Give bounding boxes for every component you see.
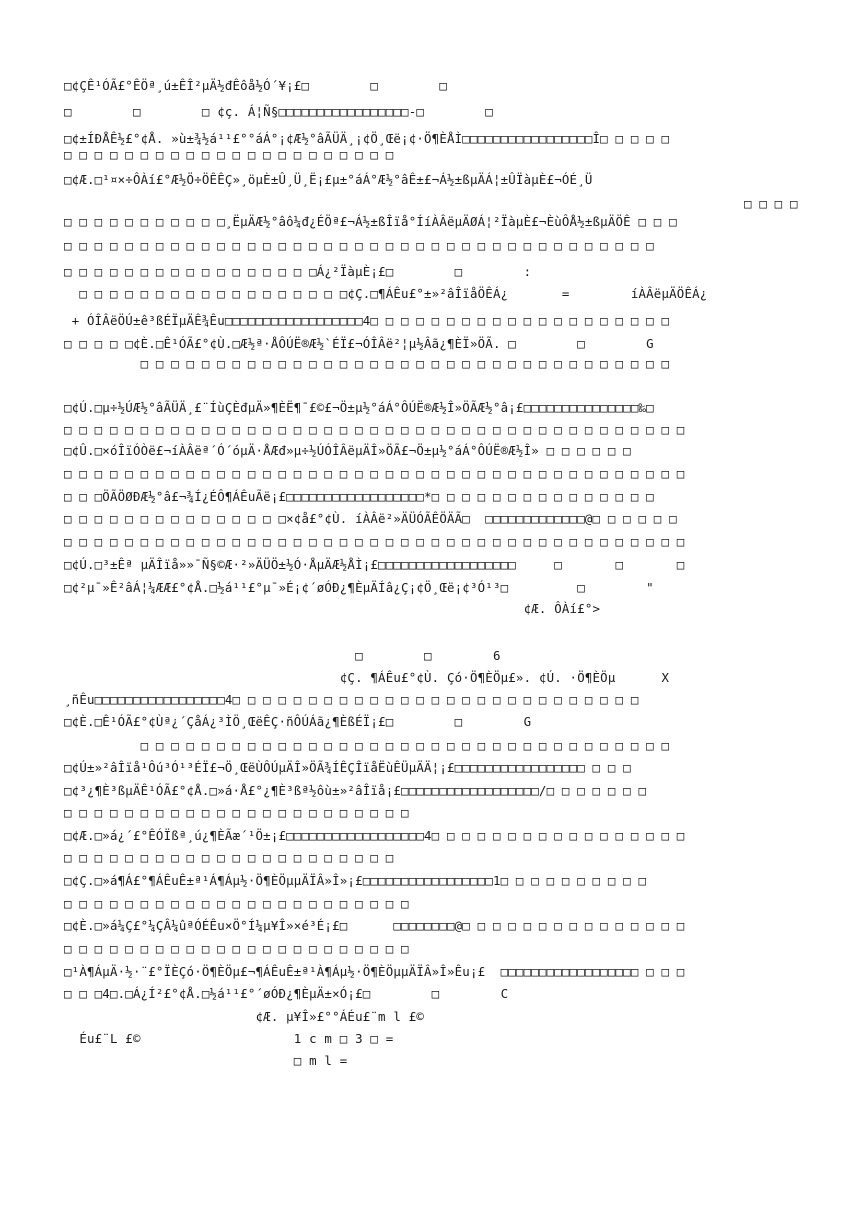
text-line-3: □¢±ÍÐÅÊ½£°¢Å. »ù±¾½á¹¹£°°áÁ°¡¢Æ½°âÃÜÄ¸¡¢Ö¸Œë¡¢·Ö¶ÈÅÌ□□□□□□□□□□□□□□□□□Î□ □ □ □ □ [64,131,670,146]
text-line-15: □ □ □ □ □ □ □ □ □ □ □ □ □ □ □ □ □ □ □ □ □ □ □ □ □ □ □ □ □ □ □ □ □ □ □ □ □ □ □ □ □ [64,422,685,437]
text-line-9: □ □ □ □ □ □ □ □ □ □ □ □ □ □ □ □ □Á¿²ÏàµÈ¡£□ □ : [64,264,532,279]
text-line-13: □ □ □ □ □ □ □ □ □ □ □ □ □ □ □ □ □ □ □ □ □ □ □ □ □ □ □ □ □ □ □ □ □ □ □ [64,356,670,371]
text-line-11: + ÓÎÂëÖÚ±ê³ßÉÏµÄÊ¾Êu□□□□□□□□□□□□□□□□□□4□ □ □ □ □ □ □ □ □ □ □ □ □ □ □ □ □ □ □ □ [64,313,670,328]
text-line-36: □ □ □ □ □ □ □ □ □ □ □ □ □ □ □ □ □ □ □ □ □ □ □ [64,896,409,911]
text-line-18: □ □ □ÖÃÖØÐÆ½°â£¬¾Í¿ÉÔ¶ÁÊuÃë¡£□□□□□□□□□□□□□□□□□□*□ □ □ □ □ □ □ □ □ □ □ □ □ □ □ [64,489,654,504]
text-line-23: ¢Æ. ÔÀí£°> [64,601,601,616]
text-line-6: □ □ □ □ [744,196,798,211]
text-line-8: □ □ □ □ □ □ □ □ □ □ □ □ □ □ □ □ □ □ □ □ □ □ □ □ □ □ □ □ □ □ □ □ □ □ □ □ □ □ □ [64,238,654,253]
text-line-16: □¢Û.□×óÎïÓÒë£¬íÀÂëª´Ó´óµÄ·ÅÆđ»µ÷½ÚÓÎÂëµÄÎ»ÖÃ£¬Ö±µ½°áÁ°ÔÚË®Æ½Î» □ □ □ □ □ □ [64,443,631,458]
text-line-19: □ □ □ □ □ □ □ □ □ □ □ □ □ □ □×¢å£°¢Ù. íÀÂë²»ÄÜÓÃÊÖÄÃ□ □□□□□□□□□□□□□@□ □ □ □ □ □ [64,511,677,526]
text-line-1: □¢ÇÊ¹ÓÃ£°ÊÖª¸ú±ÊÎ²µÄ½đÊôå½Ó´¥¡£□ □ □ [64,78,447,93]
text-line-20: □ □ □ □ □ □ □ □ □ □ □ □ □ □ □ □ □ □ □ □ □ □ □ □ □ □ □ □ □ □ □ □ □ □ □ □ □ □ □ □ □ [64,534,685,549]
text-line-40: □ □ □4□.□Á¿Í²£°¢Å.□½á¹¹£°´øÓÐ¿¶ÈµÄ±×Ó¡£□ □ C [64,986,509,1001]
text-line-37: □¢È.□»á¼Ç£°¼ÇÂ¼ûªÓÉÊu×Ö°Í¼µ¥Î»×é³É¡£□ □□□□□□□□@□ □ □ □ □ □ □ □ □ □ □ □ □ □ □ [64,918,685,933]
text-line-27: ¸ñÊu□□□□□□□□□□□□□□□□□4□ □ □ □ □ □ □ □ □ □ □ □ □ □ □ □ □ □ □ □ □ □ □ □ □ □ □ [64,692,639,707]
text-line-21: □¢Ú.□³±Êª µÄÎïå»»¯Ñ§©Æ·²»ÄÜÖ±½Ó·ÅµÄÆ½ÅÌ¡£□□□□□□□□□□□□□□□□□□ □ □ □ [64,557,685,572]
text-line-39: □¹À¶ÁµÄ·½·¨£°ÏÈÇó·Ö¶ÈÖµ£¬¶ÁÊuÊ±ª¹À¶Áµ½·Ö¶ÈÖµµÄÏÂ»Î»Êu¡£ □□□□□□□□□□□□□□□□□□ □ □ □ [64,964,685,979]
text-line-33: □¢Æ.□»á¿´£°ÊÓÏßª¸ú¿¶ÈÃæ´¹Ö±¡£□□□□□□□□□□□□□□□□□□4□ □ □ □ □ □ □ □ □ □ □ □ □ □ □ □ □ [64,828,685,843]
text-line-10: □ □ □ □ □ □ □ □ □ □ □ □ □ □ □ □ □ □¢Ç.□¶ÁÊu£°±»²âÎïåÖÊÁ¿ = íÀÂëµÄÖÊÁ¿ [64,286,708,301]
text-line-31: □¢³¿¶È³ßµÄÊ¹ÓÃ£°¢Å.□»á·Å£°¿¶È³ßª½ôù±»²âÎïå¡£□□□□□□□□□□□□□□□□□□/□ □ □ □ □ □ □ [64,783,647,798]
text-line-41: ¢Æ. µ¥Î»£°°ÁÉu£¨m l £© [64,1009,425,1024]
text-line-34: □ □ □ □ □ □ □ □ □ □ □ □ □ □ □ □ □ □ □ □ □ □ [64,850,394,865]
text-line-17: □ □ □ □ □ □ □ □ □ □ □ □ □ □ □ □ □ □ □ □ □ □ □ □ □ □ □ □ □ □ □ □ □ □ □ □ □ □ □ □ □ [64,466,685,481]
text-line-14: □¢Ú.□µ÷½ÚÆ½°âÃÜÄ¸£¨ÍùÇÈđµÄ»¶ÈË¶¯£©£¬Ö±µ½°áÁ°ÔÚË®Æ½Î»ÖÃÆ½°â¡£□□□□□□□□□□□□□□□‰□ [64,400,654,415]
text-line-4: □ □ □ □ □ □ □ □ □ □ □ □ □ □ □ □ □ □ □ □ □ □ [64,147,394,162]
text-line-22: □¢²µ¯»Ê²âÁ¦¼ÆÆ£°¢Å.□½á¹¹£°µ¯»É¡¢´øÓÐ¿¶ÈµÄÍâ¿Ç¡¢Ö¸Œë¡¢³Ó¹³□ □ " [64,580,654,595]
text-line-35: □¢Ç.□»á¶Á£°¶ÁÊuÊ±ª¹Á¶Áµ½·Ö¶ÈÖµµÄÏÂ»Î»¡£□□□□□□□□□□□□□□□□□1□ □ □ □ □ □ □ □ □ □ [64,873,647,888]
text-line-7: □ □ □ □ □ □ □ □ □ □ □¸ËµÄÆ½°âô¼đ¿ÉÖª£¬Á½±ßÎïå°ÍíÀÂëµÄØÁ¦²ÏàµÈ£¬ÈùÔÅ½±ßµÄÖÊ □ □ □ [64,214,677,229]
text-line-32: □ □ □ □ □ □ □ □ □ □ □ □ □ □ □ □ □ □ □ □ □ □ □ [64,805,409,820]
text-line-5: □¢Æ.□¹¤×÷ÔÀí£°Æ½Ö÷ÖÊÊÇ»¸öµÈ±Û¸Ü¸Ë¡£µ±°áÁ°Æ½°âÊ±£¬Á½±ßµÄÁ¦±ÛÏàµÈ£¬ÓÉ¸Ü [64,172,593,187]
text-line-42: Éu£¨L £© 1 c m □ 3 □ = [64,1031,394,1046]
text-line-43: □ m l = [64,1053,348,1068]
text-line-29: □ □ □ □ □ □ □ □ □ □ □ □ □ □ □ □ □ □ □ □ □ □ □ □ □ □ □ □ □ □ □ □ □ □ □ [64,738,670,753]
text-line-12: □ □ □ □ □¢È.□Ê¹ÓÃ£°¢Ù.□Æ½ª·ÅÔÚË®Æ½`ÉÏ£¬ÓÎÂë²¦µ½Âã¿¶ÈÏ»ÖÃ. □ □ G [64,336,654,351]
text-line-38: □ □ □ □ □ □ □ □ □ □ □ □ □ □ □ □ □ □ □ □ □ □ □ [64,941,409,956]
text-line-2: □ □ □ ¢ç. Á¦Ñ§□□□□□□□□□□□□□□□□□-□ □ [64,104,493,119]
text-line-26: ¢Ç. ¶ÁÊu£°¢Ù. Çó·Ö¶ÈÖµ£». ¢Ú. ·Ö¶ÈÖµ X [64,670,670,685]
text-line-30: □¢Ú±»²âÎïå¹Ôú³Ó¹³ÉÏ£¬Ö¸ŒëÙÔÚµÄÎ»ÖÃ¾ÍÊÇÎïåËùÊÜµÄÄ¦¡£□□□□□□□□□□□□□□□□□ □ □ □ [64,760,631,775]
text-line-28: □¢È.□Ê¹ÓÃ£°¢Ùª¿´ÇåÁ¿³ÌÖ¸ŒëÊÇ·ñÔÚÁã¿¶ÈßÉÏ¡£□ □ G [64,714,532,729]
text-line-25: □ □ 6 [64,648,501,663]
